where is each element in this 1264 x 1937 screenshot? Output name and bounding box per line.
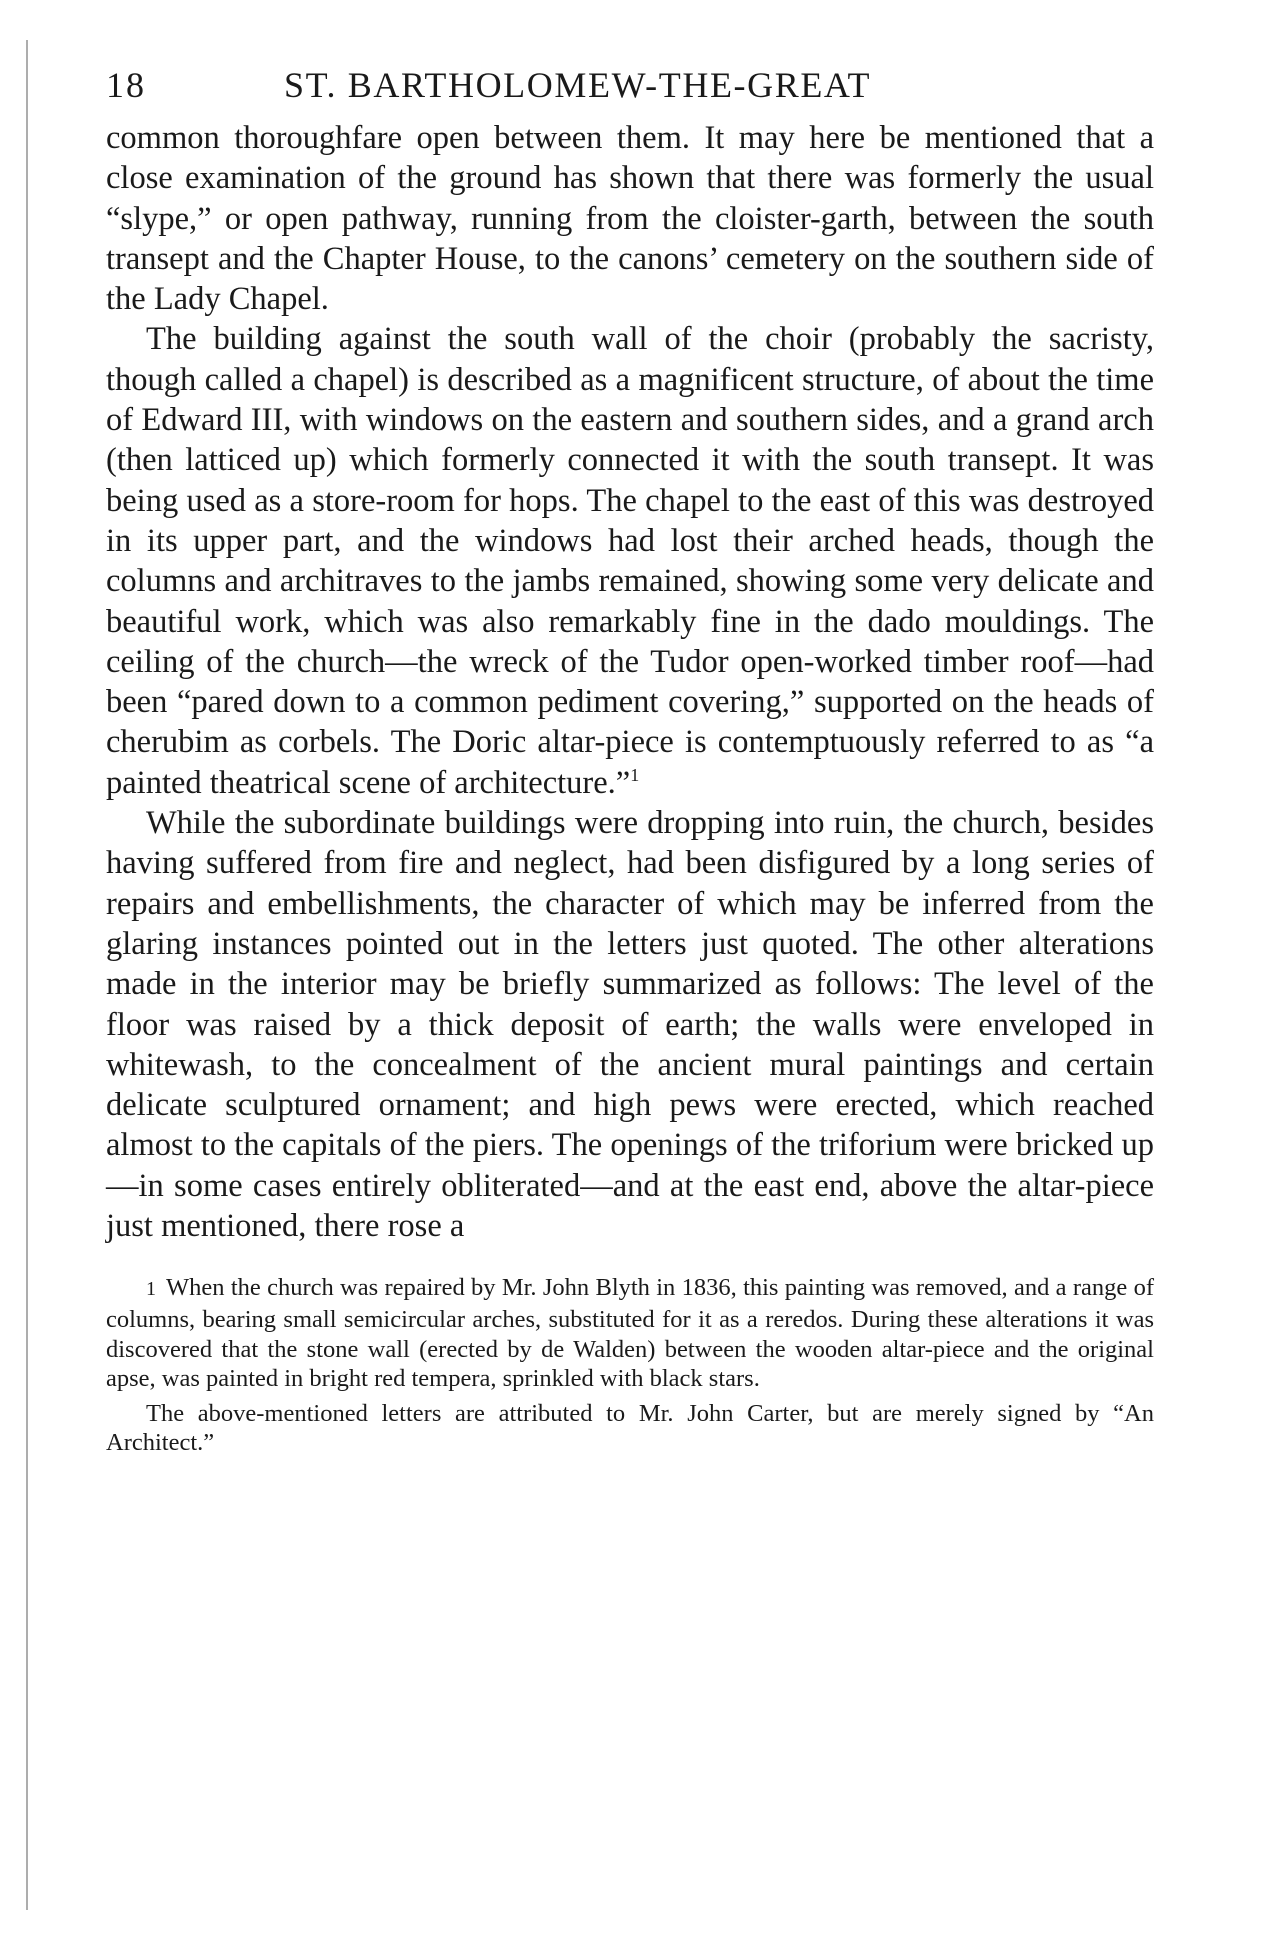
paragraph-1: common thoroughfare open between them. It may here be mentioned that a close examination of the ground has shown that there was formerly the usual “slype,” or open pathway, running from the cloister-garth, between the south transept and the Chapter House, to the canons’ cemetery on the southern side of the Lady Chapel. <box>106 120 1154 318</box>
book-page <box>106 48 1154 1463</box>
footnotes <box>106 1273 1154 1458</box>
footnote-1 <box>106 1273 1154 1393</box>
footnote-2: The above-mentioned letters are attributed to Mr. John Carter, but are merely signed by “An Architect.” <box>106 1399 1154 1457</box>
binding-edge-line <box>26 40 28 1910</box>
paragraph-3: While the subordinate buildings were dropping into ruin, the church, besides having suffered from fire and neglect, had been disfigured by a long series of repairs and embellishments, the character of which may be inferred from the glaring instances pointed out in the letters just quoted. The other alterations made in the interior may be briefly summarized as follows: The level of the floor was raised by a thick deposit of earth; the walls were enveloped in whitewash, to the concealment of the ancient mural paintings and certain delicate sculptured ornament; and high pews were erected, which reached almost to the capitals of the piers. The openings of the triforium were bricked up—in some cases entirely obliterated—and at the east end, above the altar-piece just mentioned, there rose a <box>106 805 1154 1245</box>
page-number: 18 <box>106 65 146 105</box>
paragraph-2-text: The building against the south wall of the choir (probably the sacristy, though called a chapel) is described as a magnificent structure, of about the time of Edward III, with windows on the eastern and southern sides, and a grand arch (then latticed up) which formerly connected it with the south transept. It was being used as a store-room for hops. The chapel to the east of this was destroyed in its upper part, and the windows had lost their arched heads, though the columns and architraves to the jambs remained, showing some very delicate and beautiful work, which was also remarkably fine in the dado mouldings. The ceiling of the church—the wreck of the Tudor open-worked timber roof—had been “pared down to a common pediment covering,” supported on the heads of cherubim as corbels. The Doric altar-piece is contemptuously referred to as “a painted theatrical scene of architecture.” <box>106 321 1154 801</box>
running-head <box>106 48 1154 118</box>
footnote-1-mark: 1 <box>146 1278 156 1301</box>
footnote-reference: 1 <box>630 764 640 785</box>
running-title: ST. BARTHOLOMEW-THE-GREAT <box>284 65 872 105</box>
paragraph-2 <box>106 319 1154 803</box>
body-text <box>106 118 1154 1246</box>
footnote-1-text: When the church was repaired by Mr. John Blyth in 1836, this painting was removed, and a range of columns, bearing small semicircular arches, substituted for it as a reredos. During these alterations it was discovered that the stone wall (erected by de Walden) between the wooden altar-piece and the original apse, was painted in bright red tempera, sprinkled with black stars. <box>106 1274 1154 1393</box>
